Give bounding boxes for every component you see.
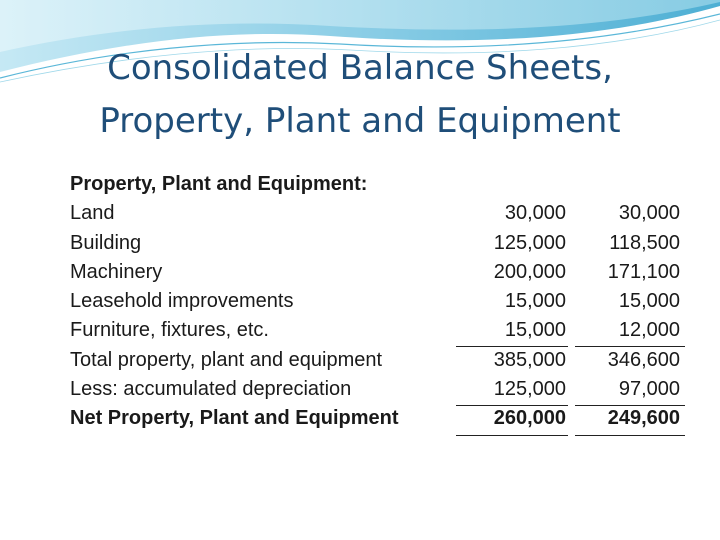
- row-label: Less: accumulated depreciation: [70, 378, 352, 401]
- row-value-col1: 125,000: [493, 378, 566, 401]
- row-label: Machinery: [70, 260, 163, 283]
- row-value-col1: 125,000: [493, 231, 566, 254]
- row-value-col2: 30,000: [618, 202, 680, 225]
- row-value-col1: 15,000: [504, 319, 566, 342]
- table-header: Property, Plant and Equipment:: [70, 173, 368, 195]
- table-row: [70, 375, 690, 404]
- row-value-col1: 15,000: [504, 290, 566, 313]
- row-label: Furniture, fixtures, etc.: [70, 319, 269, 342]
- row-value-col1: 200,000: [493, 260, 566, 283]
- table-row-net-total: [70, 404, 690, 433]
- row-value-col2: 346,600: [607, 348, 680, 371]
- row-value-col2: 118,500: [609, 231, 680, 254]
- row-label: Total property, plant and equipment: [70, 348, 383, 371]
- row-value-col1: 30,000: [504, 202, 566, 225]
- slide-title: [0, 42, 720, 147]
- row-value-col2: 249,600: [607, 407, 680, 430]
- row-value-col2: 97,000: [618, 378, 680, 401]
- row-label: Net Property, Plant and Equipment: [70, 407, 399, 430]
- row-label: Building: [70, 231, 142, 254]
- row-label: Leasehold improvements: [70, 290, 294, 313]
- row-value-col2: 171,100: [607, 260, 680, 283]
- table-row: [70, 258, 690, 287]
- row-value-col1: 385,000: [493, 348, 566, 371]
- table-row: [70, 229, 690, 258]
- table-row: [70, 316, 690, 345]
- row-value-col1: 260,000: [493, 407, 566, 430]
- table-row: [70, 287, 690, 316]
- row-value-col2: 15,000: [618, 290, 680, 313]
- row-value-col2: 12,000: [618, 319, 680, 342]
- ppe-table: [70, 170, 690, 434]
- slide-title-line-2: Property, Plant and Equipment: [99, 100, 621, 141]
- total-rule-col1: [456, 435, 568, 436]
- table-row: [70, 199, 690, 228]
- total-rule-col2: [575, 435, 685, 436]
- table-row-total: [70, 346, 690, 375]
- slide-title-line-1: Consolidated Balance Sheets,: [107, 48, 613, 88]
- table-header-row: [70, 170, 690, 199]
- row-label: Land: [70, 202, 115, 225]
